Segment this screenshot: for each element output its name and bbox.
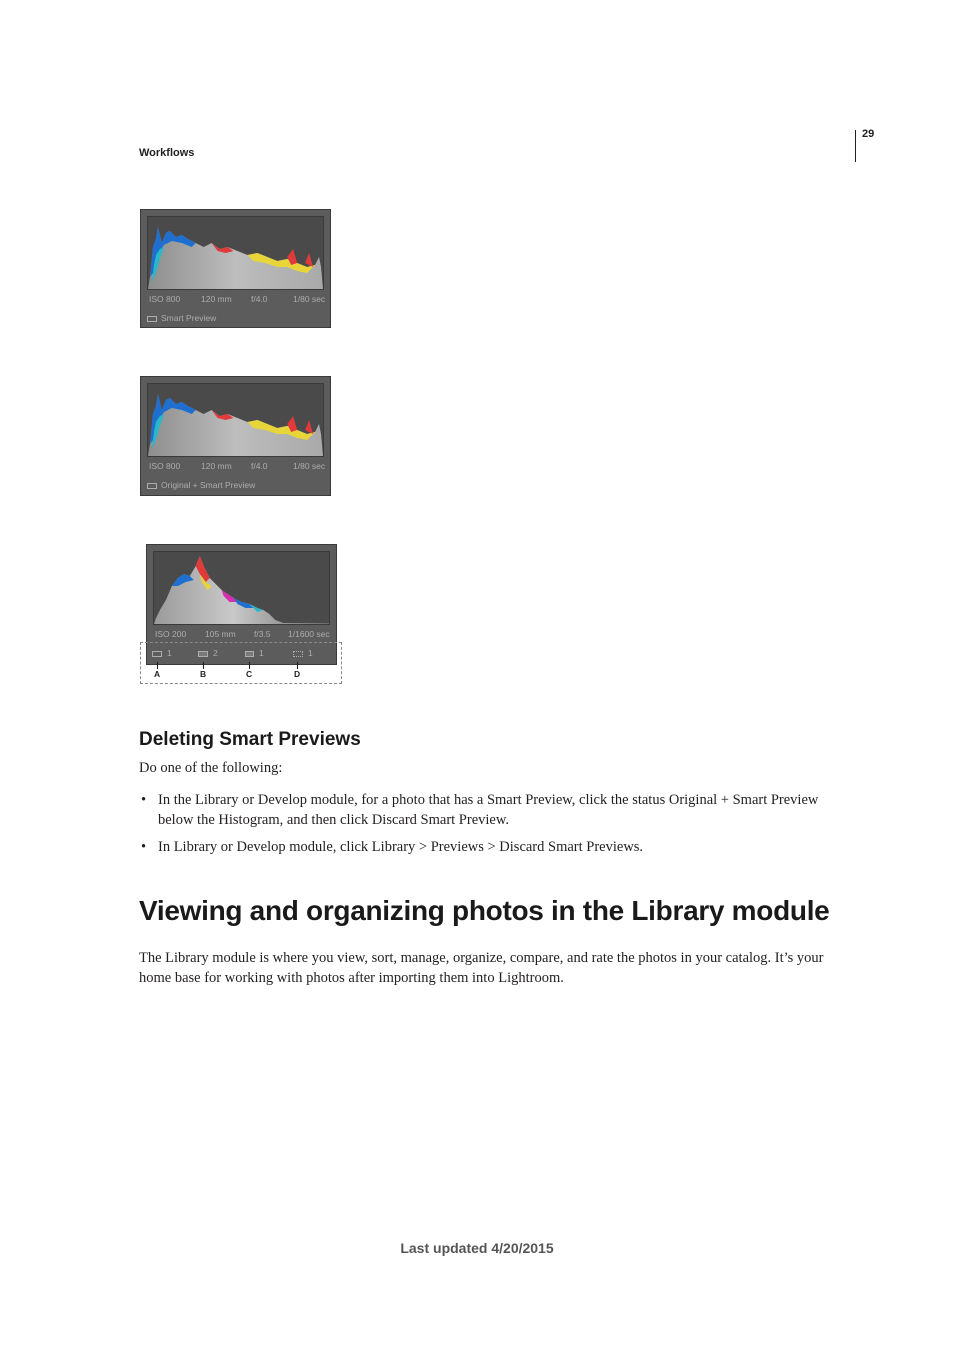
histogram-graph-art: [154, 552, 329, 624]
callout-line-b: [203, 662, 204, 669]
section-intro: Do one of the following:: [139, 760, 283, 776]
callout-c: C: [246, 669, 253, 679]
original-smart-preview-icon: [147, 483, 157, 489]
callout-a: A: [154, 669, 161, 679]
smart-preview-icon: [245, 651, 254, 657]
exif-iso: ISO 200: [155, 629, 187, 639]
list-item: • In the Library or Develop module, for a photo that has a Smart Preview, click the status Original + Smart Preview below the Histogram, and then click Discard Smart Preview.: [139, 790, 854, 830]
exif-iso: ISO 800: [149, 294, 181, 304]
instruction-list: [139, 790, 854, 864]
smart-preview-status[interactable]: [147, 313, 216, 323]
original-smart-preview-status-label: Original + Smart Preview: [161, 480, 256, 490]
count-smart-preview[interactable]: [245, 648, 264, 658]
callout-line-d: [297, 662, 298, 669]
histogram-graph: [147, 383, 324, 457]
count-no-preview[interactable]: [152, 648, 172, 658]
original-smart-preview-icon: [198, 651, 208, 657]
count-no-preview-value: 1: [167, 648, 172, 658]
count-missing-value: 1: [308, 648, 313, 658]
exif-focal-length: 120 mm: [201, 461, 232, 471]
smart-preview-icon: [147, 316, 157, 322]
running-header: Workflows: [139, 147, 195, 159]
count-smart-preview-value: 1: [259, 648, 264, 658]
no-preview-icon: [152, 651, 162, 657]
body-paragraph: The Library module is where you view, sort, manage, organize, compare, and rate the photos in your catalog. It’s your home base for working with photos after importing them into Lightroom.: [139, 950, 824, 986]
callout-line-c: [249, 662, 250, 669]
count-missing[interactable]: [293, 648, 313, 658]
exif-aperture: f/4.0: [251, 461, 268, 471]
callout-line-a: [157, 662, 158, 669]
count-original-smart-preview[interactable]: [198, 648, 218, 658]
exif-focal-length: 105 mm: [205, 629, 236, 639]
section-heading: Deleting Smart Previews: [139, 729, 361, 750]
callout-b: B: [200, 669, 207, 679]
footer-last-updated: Last updated 4/20/2015: [400, 1240, 554, 1256]
header-rule: [855, 130, 856, 162]
histogram-graph-art: [148, 384, 323, 456]
histogram-graph-art: [148, 217, 323, 289]
histogram-panel-original-smart-preview: [140, 376, 331, 496]
exif-shutter: 1/1600 sec: [288, 629, 330, 639]
histogram-panel-smart-preview: [140, 209, 331, 328]
count-original-smart-preview-value: 2: [213, 648, 218, 658]
callout-d: D: [294, 669, 301, 679]
chapter-heading: Viewing and organizing photos in the Library module: [139, 895, 830, 926]
exif-shutter: 1/80 sec: [293, 294, 326, 304]
page-number: 29: [862, 128, 875, 140]
exif-iso: ISO 800: [149, 461, 181, 471]
exif-shutter: 1/80 sec: [293, 461, 326, 471]
histogram-graph: [147, 216, 324, 290]
missing-photo-icon: [293, 651, 303, 657]
list-item: • In Library or Develop module, click Library > Previews > Discard Smart Previews.: [139, 837, 854, 857]
exif-aperture: f/3.5: [254, 629, 271, 639]
exif-focal-length: 120 mm: [201, 294, 232, 304]
histogram-graph: [153, 551, 330, 625]
exif-aperture: f/4.0: [251, 294, 268, 304]
original-smart-preview-status[interactable]: [147, 480, 255, 490]
smart-preview-status-label: Smart Preview: [161, 313, 217, 323]
